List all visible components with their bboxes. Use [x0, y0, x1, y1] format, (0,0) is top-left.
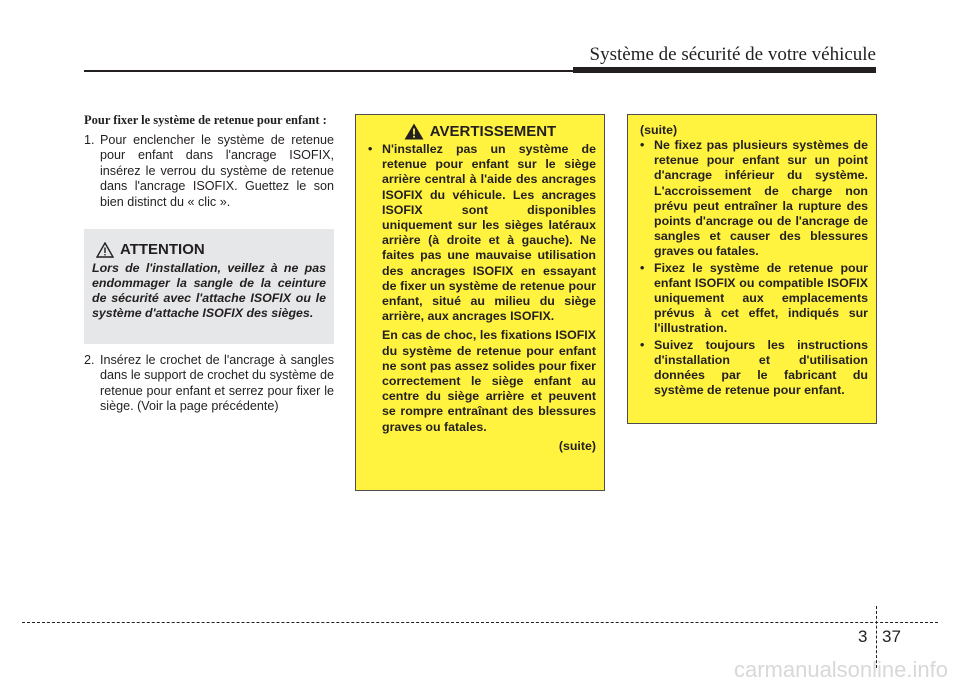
watermark: carmanualsonline.info: [733, 657, 948, 682]
continued-bullet-text: Suivez toujours les instructions d'installation et d'utilisation données par le fabricant du système de retenue pour enfant.: [654, 337, 868, 398]
warning-paragraph: En cas de choc, les fixations ISOFIX du système de retenue pour enfant ne sont pas assez solides pour fixer correctement le siège enfant au centre du siège arrière et peuvent se rompre entraînant des blessures graves ou fatales.: [382, 328, 596, 434]
continued-bullet-text: Ne fixez pas plusieurs systèmes de retenue pour enfant sur un point d'ancrage inférieur du système. L'accroissement de charge non prévu peut entraîner la rupture des points d'ancrage ou de l'ancrage de sangles et causer des blessures graves ou fatales.: [654, 138, 868, 259]
left-column: [84, 113, 334, 210]
page-number: 37: [882, 627, 901, 646]
continued-bullet: • Ne fixez pas plusieurs systèmes de retenue pour enfant sur un point d'ancrage inférieur du système. L'accroissement de charge non prévu peut entraîner la rupture des points d'ancrage ou de l'ancrage de sangles et causer des blessures graves ou fatales.: [640, 138, 868, 259]
attention-heading: [96, 241, 326, 258]
warning-bullet: • N'installez pas un système de retenue pour enfant sur le siège arrière central à l'aide des ancrages ISOFIX du véhicule. Les ancrages ISOFIX sont disponibles uniquement sur les sièges latéraux arrière (à droite et à gauche). Ne faites pas une mauvaise utilisation des ancrages ISOFIX en essayant de fixer un système de retenue pour enfant, situé au milieu du siège arrière, aux ancrages ISOFIX.: [368, 142, 596, 324]
header-accent-bar: [573, 67, 876, 73]
section-subheading: Pour fixer le système de retenue pour enfant :: [84, 113, 327, 127]
chapter-number: 3: [858, 627, 868, 646]
continued-bullet: • Fixez le système de retenue pour enfant ISOFIX ou compatible ISOFIX uniquement aux emplacements prévus à cet effet, indiqués sur l'illustration.: [640, 260, 868, 336]
step-number: 2.: [84, 353, 95, 367]
warning-title: AVERTISSEMENT: [429, 123, 557, 140]
step-1: [84, 133, 334, 210]
warning-continued-box: [627, 114, 877, 424]
step-number: 1.: [84, 133, 95, 147]
footer-dashed-rule: [22, 622, 938, 623]
warning-continued-label: (suite): [558, 438, 596, 453]
step-2-container: [84, 353, 334, 415]
continued-label: (suite): [640, 123, 678, 137]
warning-bullet-text: N'installez pas un système de retenue pour enfant sur le siège arrière central à l'aide des ancrages ISOFIX du véhicule. Les ancrages ISOFIX sont disponibles uniquement sur les sièges latéraux arrière (à droite et à gauche). Ne faites pas une mauvaise utilisation des ancrages ISOFIX en essayant de fixer un système de retenue pour enfant, situé au milieu du siège arrière, aux ancrages ISOFIX.: [382, 142, 596, 324]
warning-triangle-icon: [404, 123, 424, 140]
page-header-title: Système de sécurité de votre véhicule: [589, 44, 876, 65]
warning-box: [355, 114, 605, 491]
attention-title: ATTENTION: [120, 241, 205, 258]
warning-heading: [364, 123, 596, 140]
continued-bullet: • Suivez toujours les instructions d'installation et d'utilisation données par le fabricant du système de retenue pour enfant.: [640, 337, 868, 398]
attention-box: [84, 229, 334, 344]
warning-triangle-icon: [96, 242, 114, 258]
attention-text: Lors de l'installation, veillez à ne pas endommager la sangle de la ceinture de sécurité avec l'attache ISOFIX ou le système d'attache ISOFIX des sièges.: [92, 261, 326, 320]
step-2: [84, 353, 334, 415]
step-text: Pour enclencher le système de retenue pour enfant dans l'ancrage ISOFIX, insérez le verrou du système de retenue dans l'ancrage ISOFIX. Guettez le son bien distinct du « clic ».: [100, 133, 334, 209]
continued-bullet-text: Fixez le système de retenue pour enfant ISOFIX ou compatible ISOFIX uniquement aux emplacements prévus à cet effet, indiqués sur l'illustration.: [654, 260, 868, 336]
step-text: Insérez le crochet de l'ancrage à sangles dans le support de crochet du système de retenue pour enfant et serrez pour fixer le siège. (Voir la page précédente): [100, 353, 334, 414]
